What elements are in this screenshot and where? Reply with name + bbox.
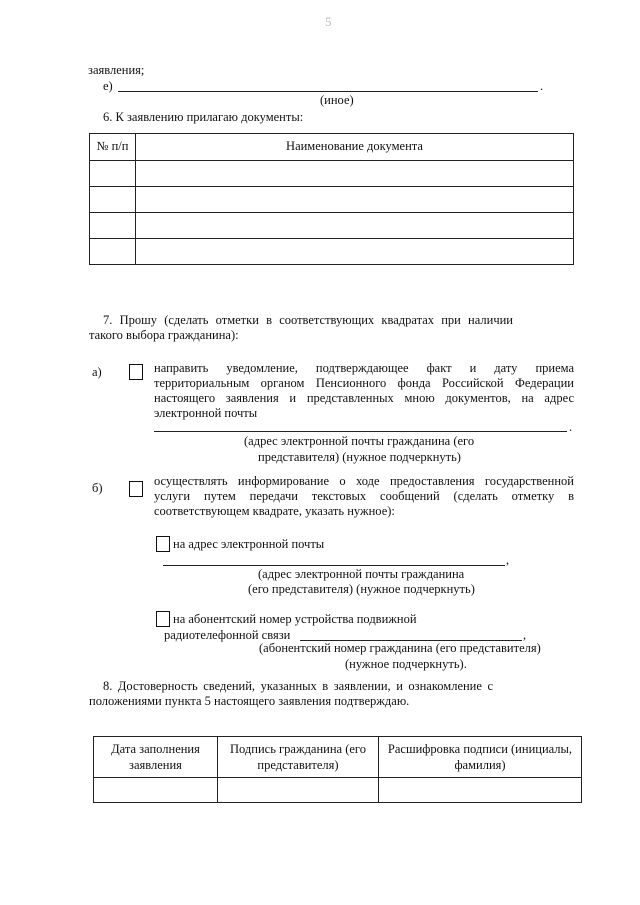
table-row (90, 187, 574, 213)
table-row (90, 239, 574, 265)
table-cell[interactable] (136, 213, 574, 239)
section8-line1: 8. Достоверность сведений, указанных в заявлении, и ознакомление с (103, 679, 493, 693)
phone-caption1: (абонентский номер гражданина (его представителя) (259, 641, 541, 655)
option-a-line2: территориальным органом Пенсионного фонда Российской Федерации (154, 376, 574, 390)
table-cell[interactable] (90, 213, 136, 239)
option-a-line4: электронной почты (154, 406, 258, 420)
option-a-email-line[interactable] (154, 431, 567, 432)
phone-end: , (523, 628, 527, 642)
option-a-caption2: представителя) (нужное подчеркнуть) (258, 450, 461, 464)
item-e-fill-line[interactable] (118, 91, 538, 92)
documents-col-number: № п/п (90, 134, 136, 161)
table-cell[interactable] (136, 161, 574, 187)
signature-col-date: Дата заполнения заявления (94, 737, 218, 778)
email-fill-line[interactable] (163, 565, 505, 566)
email-caption2: (его представителя) (нужное подчеркнуть) (248, 582, 475, 596)
option-b-line1: осуществлять информирование о ходе предоставления государственной (154, 474, 574, 488)
item-e-label: е) (103, 79, 113, 93)
section6-heading: 6. К заявлению прилагаю документы: (103, 110, 304, 124)
option-b-line3: соответствующем квадрате, указать нужное): (154, 504, 395, 518)
email-checkbox[interactable] (156, 536, 170, 552)
option-b-checkbox[interactable] (129, 481, 143, 497)
signature-cell[interactable] (218, 778, 379, 803)
table-cell[interactable] (90, 239, 136, 265)
page-number: 5 (325, 14, 332, 29)
table-cell[interactable] (136, 187, 574, 213)
phone-line2: радиотелефонной связи (164, 628, 291, 642)
option-a-caption1: (адрес электронной почты гражданина (его (244, 434, 475, 448)
table-row (90, 161, 574, 187)
table-cell[interactable] (90, 187, 136, 213)
signature-col-decryption: Расшифровка подписи (инициалы, фамилия) (379, 737, 582, 778)
table-row (94, 778, 582, 803)
documents-col-name: Наименование документа (136, 134, 574, 161)
option-a-label: а) (92, 365, 102, 379)
email-label: на адрес электронной почты (173, 537, 325, 551)
phone-checkbox[interactable] (156, 611, 170, 627)
option-a-end: . (569, 420, 573, 434)
option-b-line2: услуги путем передачи текстовых сообщений (сделать отметку в (154, 489, 574, 503)
table-cell[interactable] (136, 239, 574, 265)
section8-line2: положениями пункта 5 настоящего заявления подтверждаю. (89, 694, 410, 708)
item-e-caption: (иное) (320, 93, 354, 107)
signature-col-signature: Подпись гражданина (его представителя) (218, 737, 379, 778)
signature-table (93, 736, 582, 803)
section7-heading-line1: 7. Прошу (сделать отметки в соответствующих квадратах при наличии (103, 313, 513, 327)
option-a-checkbox[interactable] (129, 364, 143, 380)
table-row (90, 213, 574, 239)
date-cell[interactable] (94, 778, 218, 803)
phone-line1: на абонентский номер устройства подвижной (173, 612, 417, 626)
item-e-end: . (540, 79, 544, 93)
decryption-cell[interactable] (379, 778, 582, 803)
continuation-text: заявления; (88, 63, 145, 77)
option-a-line1: направить уведомление, подтверждающее факт и дату приема (154, 361, 574, 375)
email-end: , (506, 553, 510, 567)
documents-table (89, 133, 574, 265)
email-caption1: (адрес электронной почты гражданина (258, 567, 465, 581)
option-a-line3: настоящего заявления и представленных мною документов, на адрес (154, 391, 574, 405)
section7-heading-line2: такого выбора гражданина): (89, 328, 239, 342)
phone-caption2: (нужное подчеркнуть). (345, 657, 467, 671)
table-cell[interactable] (90, 161, 136, 187)
option-b-label: б) (92, 481, 103, 495)
